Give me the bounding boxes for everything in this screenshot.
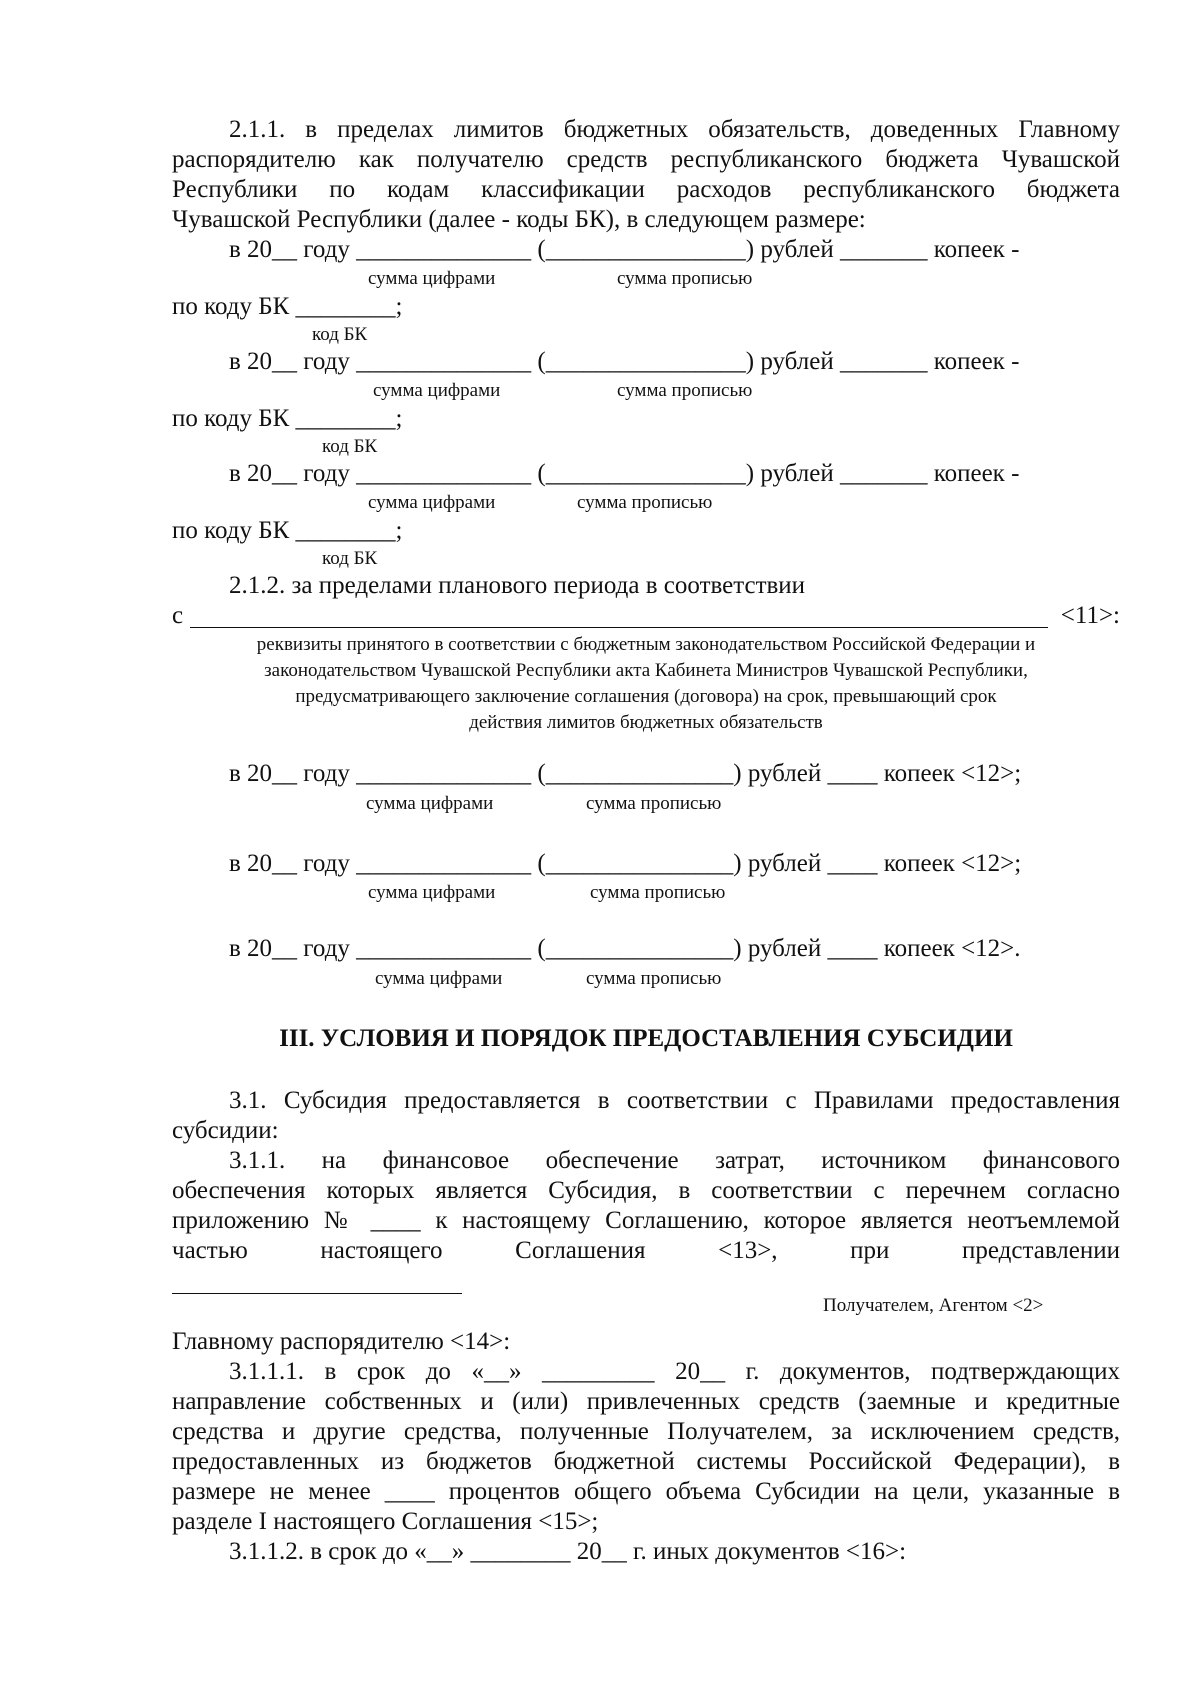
footnote-separator [172, 1293, 462, 1294]
paragraph-line: Главному распорядителю <14>: [172, 1328, 511, 1355]
period-year-line: в 20__ году ______________ (_______________) рублей ____ копеек <12>. [229, 935, 1021, 962]
section-3-heading: III. УСЛОВИЯ И ПОРЯДОК ПРЕДОСТАВЛЕНИЯ СУБСИДИИ [279, 1025, 1013, 1052]
caption-sum-digits: сумма цифрами [375, 968, 503, 989]
paragraph-3-1-1-1-line: средства и другие средства, полученные Получателем, за исключением средств, [172, 1418, 1120, 1445]
caption-sum-digits: сумма цифрами [368, 268, 496, 289]
limit-year-line: в 20__ году ______________ (________________) рублей _______ копеек - [229, 460, 1020, 487]
caption-budget-code: код БК [312, 324, 368, 345]
footnote-caption: Получателем, Агентом <2> [823, 1295, 1044, 1316]
paragraph-3-1-1-2-line: 3.1.1.2. в срок до «__» ________ 20__ г. иных документов <16>: [229, 1538, 907, 1565]
paragraph-3-1-line: 3.1. Субсидия предоставляется в соответствии с Правилами предоставления [229, 1087, 1120, 1114]
caption-sum-digits: сумма цифрами [373, 380, 501, 401]
requisites-caption-line: законодательством Чувашской Республики акта Кабинета Министров Чувашской Республики, [264, 660, 1028, 681]
paragraph-2-1-1-line: Республики по кодам классификации расходов республиканского бюджета [172, 176, 1120, 203]
paragraph-3-1-line: субсидии: [172, 1117, 279, 1144]
paragraph-2-1-2-line: 2.1.2. за пределами планового периода в соответствии [229, 572, 806, 599]
period-year-line: в 20__ году ______________ (_______________) рублей ____ копеек <12>; [229, 850, 1022, 877]
caption-sum-digits: сумма цифрами [368, 882, 496, 903]
paragraph-3-1-1-1-line: размере не менее ____ процентов общего объема Субсидии на цели, указанные в [172, 1478, 1120, 1505]
caption-sum-words: сумма прописью [577, 492, 713, 513]
caption-budget-code: код БК [322, 436, 378, 457]
caption-sum-words: сумма прописью [590, 882, 726, 903]
paragraph-3-1-1-1-line: 3.1.1.1. в срок до «__» _________ 20__ г. документов, подтверждающих [229, 1358, 1120, 1385]
paragraph-2-1-2-line-2 [172, 601, 1120, 631]
caption-sum-digits: сумма цифрами [368, 492, 496, 513]
caption-sum-words: сумма прописью [586, 968, 722, 989]
budget-code-line: по коду БК ________; [172, 293, 403, 320]
paragraph-2-1-1-line: Чувашской Республики (далее - коды БК), в следующем размере: [172, 206, 866, 233]
limit-year-line: в 20__ году ______________ (________________) рублей _______ копеек - [229, 348, 1020, 375]
paragraph-3-1-1-line: обеспечения которых является Субсидия, в соответствии с перечнем согласно [172, 1177, 1120, 1204]
paragraph-2-1-1-line: 2.1.1. в пределах лимитов бюджетных обязательств, доведенных Главному [229, 116, 1120, 143]
blank-fill-line [190, 627, 1048, 628]
requisites-caption-line: предусматривающего заключение соглашения (договора) на срок, превышающий срок [295, 686, 997, 707]
period-year-line: в 20__ году ______________ (_______________) рублей ____ копеек <12>; [229, 760, 1022, 787]
caption-sum-words: сумма прописью [617, 380, 753, 401]
paragraph-3-1-1-line: 3.1.1. на финансовое обеспечение затрат, источником финансового [229, 1147, 1120, 1174]
caption-sum-digits: сумма цифрами [366, 793, 494, 814]
caption-sum-words: сумма прописью [586, 793, 722, 814]
caption-sum-words: сумма прописью [617, 268, 753, 289]
paragraph-3-1-1-1-line: направление собственных и (или) привлеченных средств (заемные и кредитные [172, 1388, 1120, 1415]
limit-year-line: в 20__ году ______________ (________________) рублей _______ копеек - [229, 236, 1020, 263]
requisites-caption-line: действия лимитов бюджетных обязательств [469, 712, 823, 733]
requisites-caption-line: реквизиты принятого в соответствии с бюджетным законодательством Российской Федерации и [256, 634, 1036, 655]
budget-code-line: по коду БК ________; [172, 405, 403, 432]
budget-code-line: по коду БК ________; [172, 517, 403, 544]
paragraph-3-1-1-line: частью настоящего Соглашения <13>, при представлении [172, 1237, 1120, 1264]
paragraph-2-1-1-line: распорядителю как получателю средств республиканского бюджета Чувашской [172, 146, 1120, 173]
preposition-s: с [172, 602, 184, 629]
paragraph-3-1-1-line: приложению № ____ к настоящему Соглашению, которое является неотъемлемой [172, 1207, 1120, 1234]
paragraph-3-1-1-1-line: разделе I настоящего Соглашения <15>; [172, 1508, 599, 1535]
caption-budget-code: код БК [322, 548, 378, 569]
footnote-ref-11: <11>: [1060, 602, 1120, 629]
paragraph-3-1-1-1-line: предоставленных из бюджетов бюджетной системы Российской Федерации), в [172, 1448, 1120, 1475]
